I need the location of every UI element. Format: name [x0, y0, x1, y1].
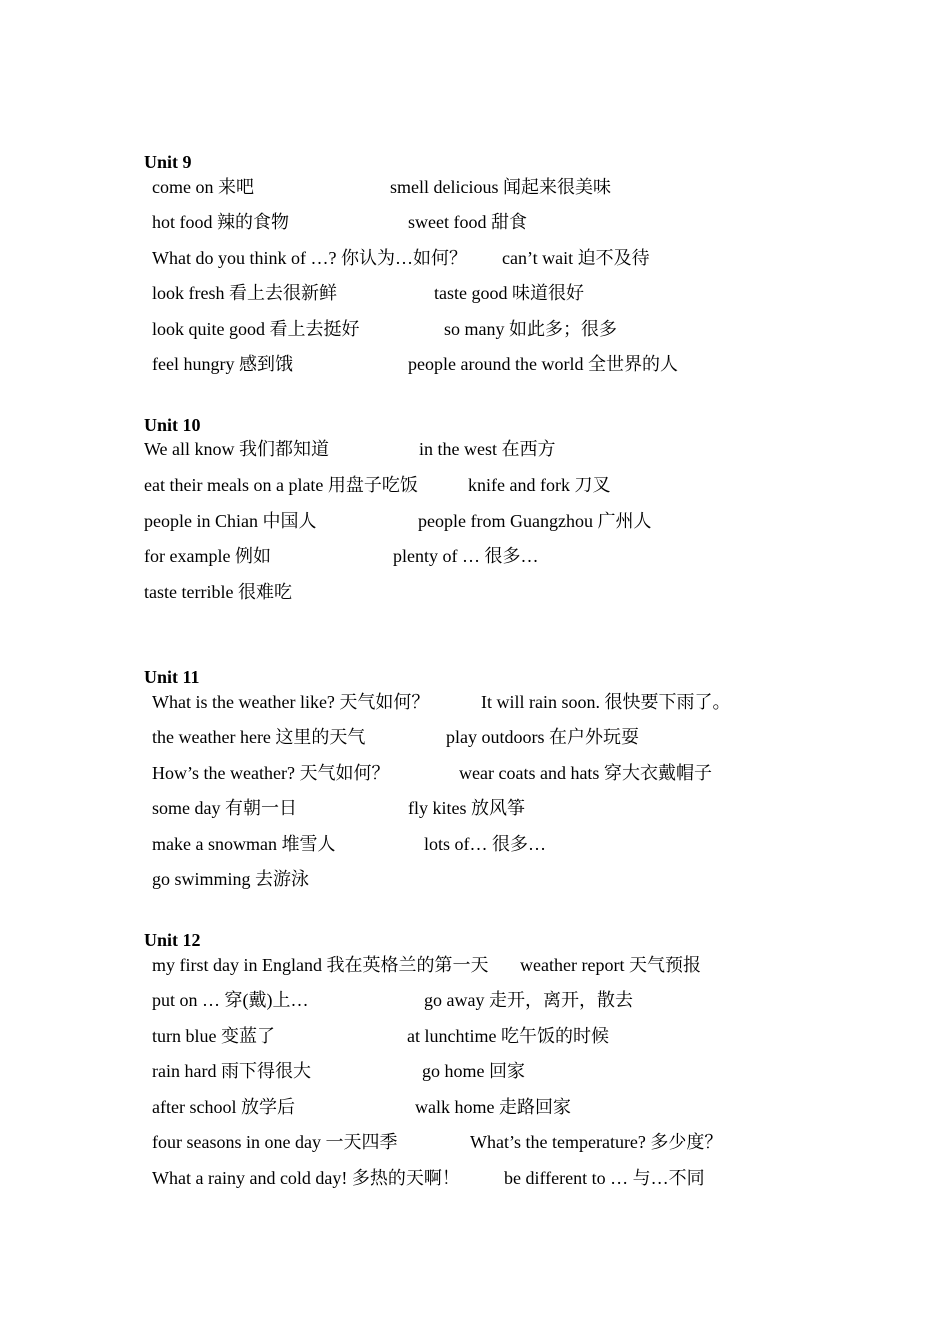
phrase: What do you think of …? 你认为…如何？	[152, 248, 467, 268]
phrase: make a snowman 堆雪人	[152, 834, 336, 854]
phrase: four seasons in one day 一天四季	[152, 1132, 398, 1152]
phrase: for example 例如	[144, 546, 271, 566]
phrase: plenty of … 很多…	[393, 546, 539, 566]
phrase: after school 放学后	[152, 1097, 295, 1117]
phrase: go swimming 去游泳	[152, 869, 310, 889]
unit-12-title: Unit 12	[144, 930, 201, 950]
phrase: We all know 我们都知道	[144, 439, 330, 459]
phrase: knife and fork 刀叉	[468, 475, 611, 495]
phrase: the weather here 这里的天气	[152, 727, 366, 747]
phrase: can’t wait 迫不及待	[502, 248, 650, 268]
phrase: so many 如此多；很多	[444, 319, 617, 339]
phrase: sweet food 甜食	[408, 212, 527, 232]
phrase: look quite good 看上去挺好	[152, 319, 360, 339]
phrase: turn blue 变蓝了	[152, 1026, 275, 1046]
phrase: How’s the weather? 天气如何？	[152, 763, 390, 783]
phrase: It will rain soon. 很快要下雨了。	[481, 692, 731, 712]
phrase: put on … 穿(戴)上…	[152, 990, 309, 1010]
phrase: feel hungry 感到饿	[152, 354, 293, 374]
phrase: some day 有朝一日	[152, 798, 297, 818]
phrase: rain hard 雨下得很大	[152, 1061, 311, 1081]
unit-10-title: Unit 10	[144, 415, 201, 435]
phrase: at lunchtime 吃午饭的时候	[407, 1026, 609, 1046]
phrase: people from Guangzhou 广州人	[418, 511, 652, 531]
phrase: What’s the temperature? 多少度？	[470, 1132, 723, 1152]
phrase: hot food 辣的食物	[152, 212, 289, 232]
phrase: people in Chian 中国人	[144, 511, 317, 531]
phrase: look fresh 看上去很新鲜	[152, 283, 337, 303]
phrase: walk home 走路回家	[415, 1097, 571, 1117]
phrase: in the west 在西方	[419, 439, 556, 459]
phrase: eat their meals on a plate 用盘子吃饭	[144, 475, 418, 495]
phrase: lots of… 很多…	[424, 834, 547, 854]
phrase: go home 回家	[422, 1061, 525, 1081]
unit-9-title: Unit 9	[144, 152, 192, 172]
phrase: wear coats and hats 穿大衣戴帽子	[459, 763, 712, 783]
phrase: come on 来吧	[152, 177, 254, 197]
phrase: taste good 味道很好	[434, 283, 584, 303]
phrase: fly kites 放风筝	[408, 798, 525, 818]
phrase: What is the weather like? 天气如何？	[152, 692, 430, 712]
phrase: go away 走开，离开，散去	[424, 990, 633, 1010]
phrase: people around the world 全世界的人	[408, 354, 678, 374]
phrase: What a rainy and cold day! 多热的天啊！	[152, 1168, 460, 1188]
phrase: play outdoors 在户外玩耍	[446, 727, 639, 747]
phrase: weather report 天气预报	[520, 955, 701, 975]
unit-11-title: Unit 11	[144, 667, 200, 687]
phrase: my first day in England 我在英格兰的第一天	[152, 955, 489, 975]
phrase: taste terrible 很难吃	[144, 582, 292, 602]
phrase: smell delicious 闻起来很美味	[390, 177, 611, 197]
phrase: be different to … 与…不同	[504, 1168, 705, 1188]
